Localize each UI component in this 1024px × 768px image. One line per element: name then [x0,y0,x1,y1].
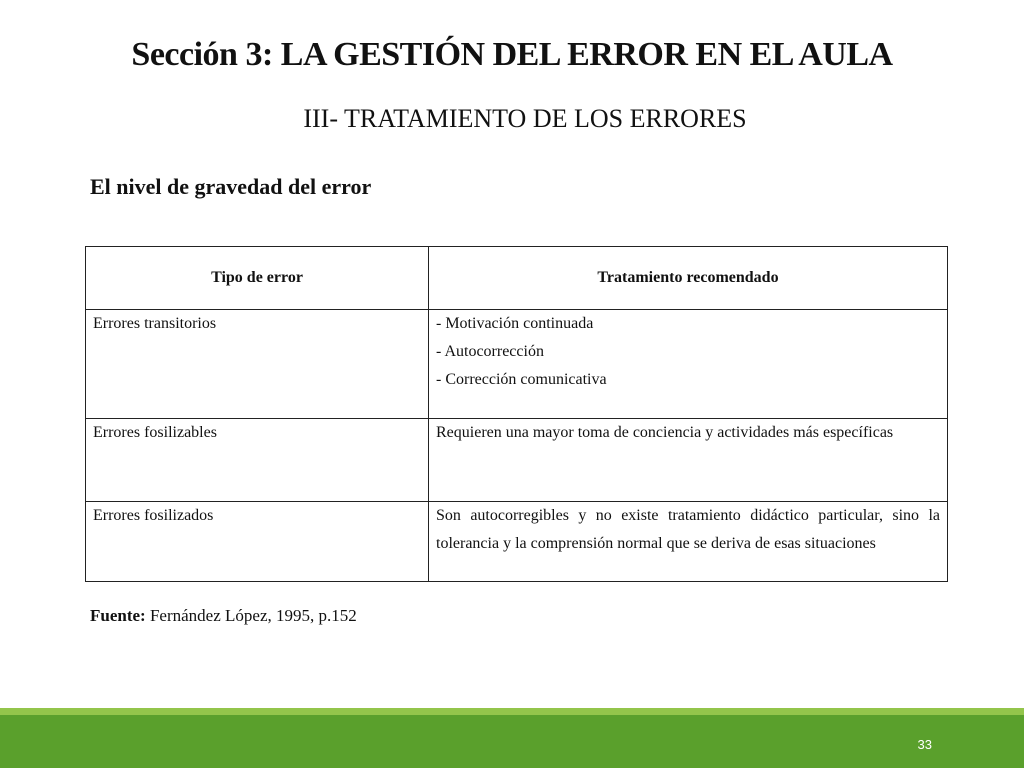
treatment-line: - Corrección comunicativa [436,371,607,388]
footer-bar [0,715,1024,768]
slide-subtitle: III- TRATAMIENTO DE LOS ERRORES [303,104,747,133]
treatment-cell [429,310,948,419]
error-type-cell: Errores transitorios [86,310,429,419]
source-citation [90,606,357,626]
table-header-row [86,247,948,310]
source-label: Fuente: [90,606,146,625]
table-row [86,502,948,582]
error-type-cell: Errores fosilizables [86,419,429,502]
table-row [86,419,948,502]
footer-accent-bar [0,708,1024,715]
header-recommended-treatment: Tratamiento recomendado [429,247,948,310]
error-type-cell: Errores fosilizados [86,502,429,582]
error-treatment-table [85,246,948,582]
header-error-type: Tipo de error [86,247,429,310]
section-heading: El nivel de gravedad del error [90,174,372,199]
slide-title: Sección 3: LA GESTIÓN DEL ERROR EN EL AULA [131,36,893,73]
source-text: Fernández López, 1995, p.152 [149,606,357,625]
table-row [86,310,948,419]
treatment-cell: Son autocorregibles y no existe tratamiento didáctico particular, sino la tolerancia y la comprensión normal que se deriva de esas situaciones [429,502,948,582]
treatment-line: - Motivación continuada [436,315,594,332]
treatment-line: - Autocorrección [436,343,544,360]
page-number: 33 [917,737,932,752]
treatment-cell: Requieren una mayor toma de conciencia y actividades más específicas [429,419,948,502]
